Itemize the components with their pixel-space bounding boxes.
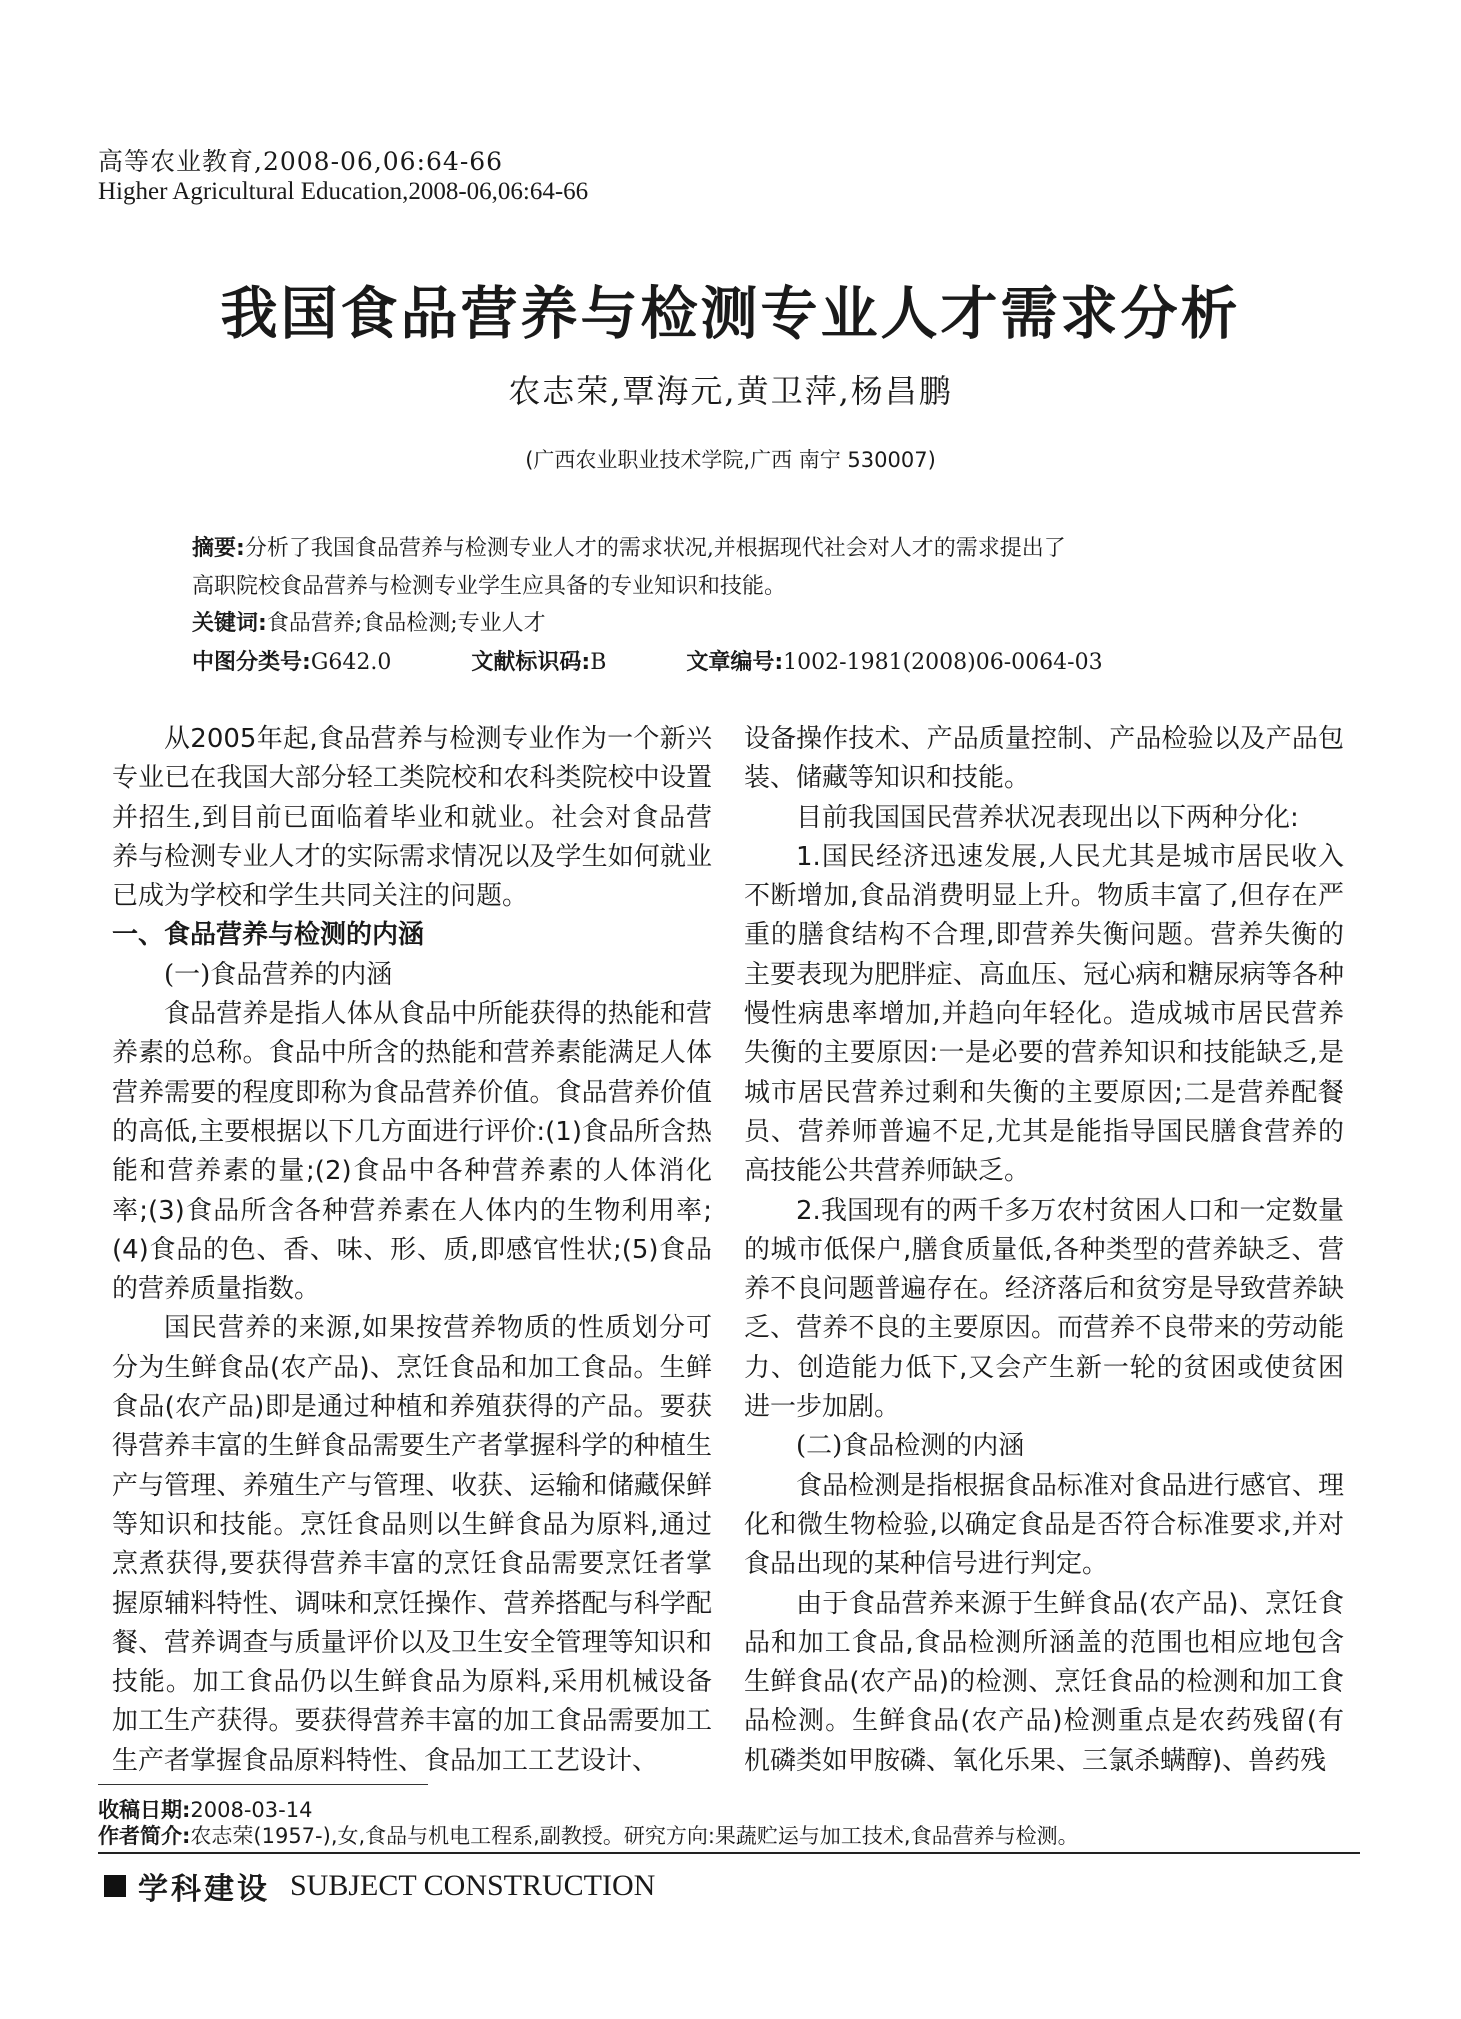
body-paragraph: 由于食品营养来源于生鲜食品(农产品)、烹饪食品和加工食品,食品检测所涵盖的范围也相应地包含生鲜食品(农产品)的检测、烹饪食品的检测和加工食品检测。生鲜食品(农产品)检测重点是农药残留(有机磷类如甲胺磷、氧化乐果、三氯杀螨醇)、兽药残 xyxy=(744,1588,1344,1776)
keywords: 食品营养;食品检测;专业人才 xyxy=(266,611,546,636)
footer-divider xyxy=(98,1852,1360,1854)
body-paragraph: 从2005年起,食品营养与检测专业作为一个新兴专业已在我国大部分轻工类院校和农科类院校中设置并招生,到目前已面临着毕业和就业。社会对食品营养与检测专业人才的实际需求情况以及学生如何就业已成为学校和学生共同关注的问题。 xyxy=(112,724,712,912)
keywords-line xyxy=(192,605,1282,643)
classification-line xyxy=(192,644,1282,682)
body-paragraph: 设备操作技术、产品质量控制、产品检验以及产品包装、储藏等知识和技能。 xyxy=(744,724,1344,794)
footer-section-en: SUBJECT CONSTRUCTION xyxy=(290,1869,656,1902)
journal-header-cn: 高等农业教育,2008-06,06:64-66 xyxy=(98,147,504,176)
article-title: 我国食品营养与检测专业人才需求分析 xyxy=(220,281,1241,347)
received-date: 2008-03-14 xyxy=(190,1798,313,1822)
article-affiliation: (广西农业职业技术学院,广西 南宁 530007) xyxy=(525,448,936,472)
abstract xyxy=(192,530,1282,606)
body-paragraph: 2.我国现有的两千多万农村贫困人口和一定数量的城市低保户,膳食质量低,各种类型的营养缺乏、营养不良问题普遍存在。经济落后和贫穷是导致营养缺乏、营养不良的主要原因。而营养不良带来的劳动能力、创造能力低下,又会产生新一轮的贫困或使贫困进一步加剧。 xyxy=(744,1195,1344,1423)
article-no-value: 1002-1981(2008)06-0064-03 xyxy=(783,650,1103,675)
body-paragraph: 1.国民经济迅速发展,人民尤其是城市居民收入不断增加,食品消费明显上升。物质丰富了,但存在严重的膳食结构不合理,即营养失衡问题。营养失衡的主要表现为肥胖症、高血压、冠心病和糖尿病等各种慢性病患率增加,并趋向年轻化。造成城市居民营养失衡的主要原因:一是必要的营养知识和技能缺乏,是城市居民营养过剩和失衡的主要原因;二是营养配餐员、营养师普遍不足,尤其是能指导国民膳食营养的高技能公共营养师缺乏。 xyxy=(744,841,1344,1187)
doc-code-value: B xyxy=(590,650,607,675)
body-paragraph: 食品检测是指根据食品标准对食品进行感官、理化和微生物检验,以确定食品是否符合标准要求,并对食品出现的某种信号进行判定。 xyxy=(744,1470,1344,1580)
subsection-heading: (一)食品营养的内涵 xyxy=(164,959,393,990)
footnote-author xyxy=(98,1820,1079,1850)
article-authors: 农志荣,覃海元,黄卫萍,杨昌鹏 xyxy=(508,372,953,410)
clc-label: 中图分类号: xyxy=(192,650,311,675)
clc-value: G642.0 xyxy=(310,650,392,675)
abstract-text-line1: 分析了我国食品营养与检测专业人才的需求状况,并根据现代社会对人才的需求提出了 xyxy=(244,536,1066,561)
doc-code-label: 文献标识码: xyxy=(471,650,591,675)
author-info: 农志荣(1957-),女,食品与机电工程系,副教授。研究方向:果蔬贮运与加工技术,食品营养与检测。 xyxy=(190,1824,1079,1848)
square-bullet-icon xyxy=(104,1875,126,1897)
body-paragraph: 食品营养是指人体从食品中所能获得的热能和营养素的总称。食品中所含的热能和营养素能满足人体营养需要的程度即称为食品营养价值。食品营养价值的高低,主要根据以下几方面进行评价:(1)食品所含热能和营养素的量;(2)食品中各种营养素的人体消化率;(3)食品所含各种营养素在人体内的生物利用率;(4)食品的色、香、味、形、质,即感官性状;(5)食品的营养质量指数。 xyxy=(112,999,712,1305)
article-no-label: 文章编号: xyxy=(686,650,784,675)
section-footer xyxy=(104,1864,655,1908)
section-heading: 一、食品营养与检测的内涵 xyxy=(112,920,425,951)
body-column-right xyxy=(744,720,1344,1781)
body-paragraph: 国民营养的来源,如果按营养物质的性质划分可分为生鲜食品(农产品)、烹饪食品和加工食品。生鲜食品(农产品)即是通过种植和养殖获得的产品。要获得营养丰富的生鲜食品需要生产者掌握科学的种植生产与管理、养殖生产与管理、收获、运输和储藏保鲜等知识和技能。烹饪食品则以生鲜食品为原料,通过烹煮获得,要获得营养丰富的烹饪食品需要烹饪者掌握原辅料特性、调味和烹饪操作、营养搭配与科学配餐、营养调查与质量评价以及卫生安全管理等知识和技能。加工食品仍以生鲜食品为原料,采用机械设备加工生产获得。要获得营养丰富的加工食品需要加工生产者掌握食品原料特性、食品加工工艺设计、 xyxy=(112,1313,712,1776)
abstract-text-line2: 高职院校食品营养与检测专业学生应具备的专业知识和技能。 xyxy=(192,574,787,599)
subsection-heading: (二)食品检测的内涵 xyxy=(796,1431,1025,1462)
abstract-label: 摘要: xyxy=(192,536,245,561)
received-label: 收稿日期: xyxy=(98,1798,191,1822)
journal-header-en: Higher Agricultural Education,2008-06,06:64-66 xyxy=(98,178,589,205)
body-column-left xyxy=(112,720,712,1781)
author-info-label: 作者简介: xyxy=(98,1824,191,1848)
footer-section-cn: 学科建设 xyxy=(138,1872,270,1907)
footnote-divider xyxy=(98,1784,428,1785)
body-paragraph: 目前我国国民营养状况表现出以下两种分化: xyxy=(796,802,1299,833)
keywords-label: 关键词: xyxy=(192,611,267,636)
